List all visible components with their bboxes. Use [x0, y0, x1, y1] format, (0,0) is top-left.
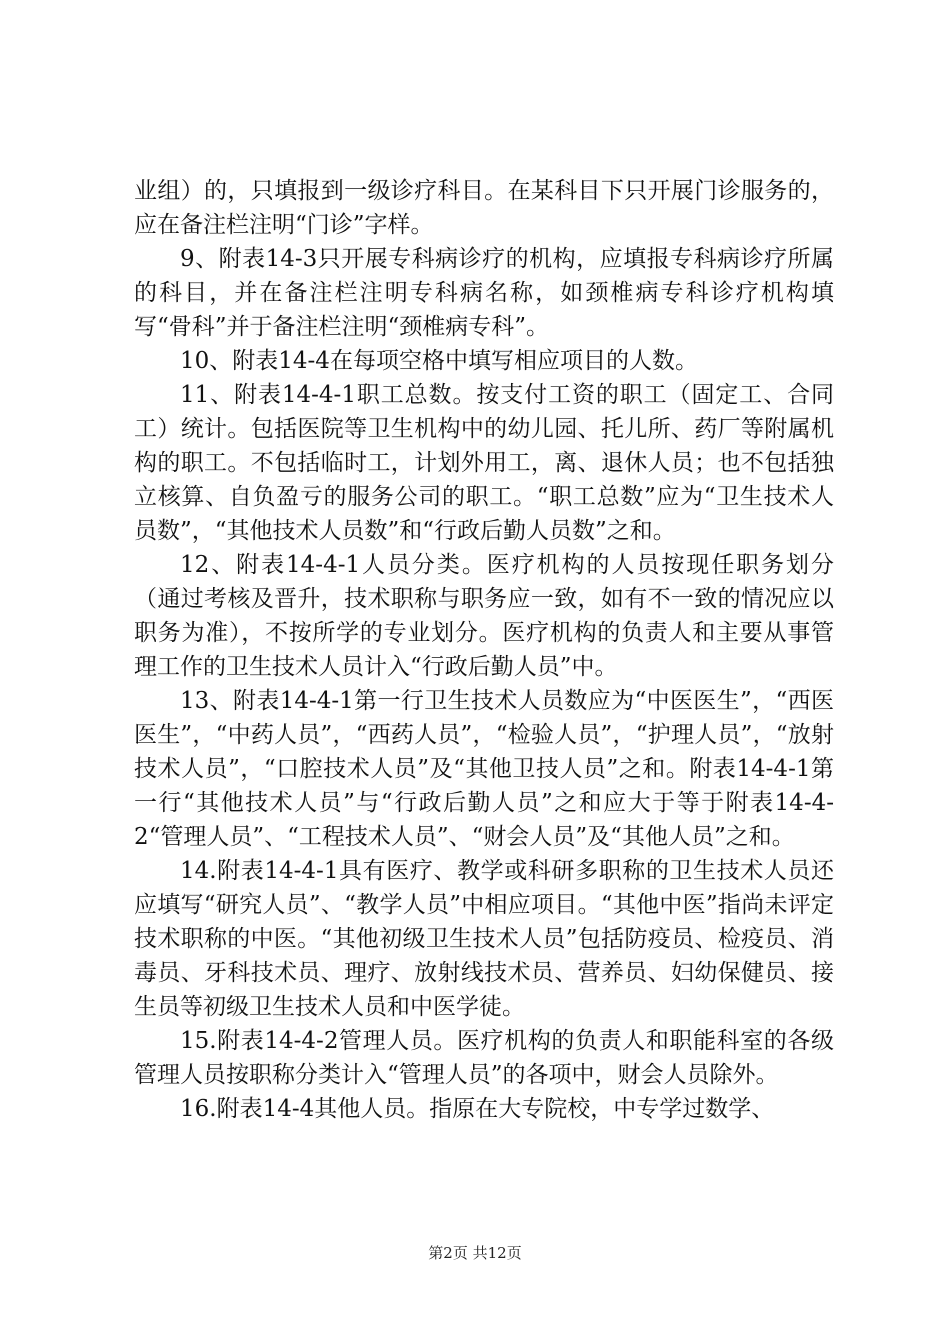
document-body [134, 174, 834, 1126]
paragraph-14: 14.附表14-4-1具有医疗、教学或科研多职称的卫生技术人员还应填写“研究人员”、“教学人员”中相应项目。“其他中医”指尚未评定技术职称的中医。“其他初级卫生技术人员”包括防疫员、检疫员、消毒员、牙科技术员、理疗、放射线技术员、营养员、妇幼保健员、接生员等初级卫生技术人员和中医学徒。 [134, 858, 834, 1020]
paragraph-16: 16.附表14-4其他人员。指原在大专院校，中专学过数学、 [180, 1096, 775, 1122]
paragraph-10: 10、附表14-4在每项空格中填写相应项目的人数。 [180, 348, 698, 374]
paragraph-13: 13、附表14-4-1第一行卫生技术人员数应为“中医医生”，“西医医生”，“中药人员”，“西药人员”，“检验人员”，“护理人员”，“放射技术人员”，“口腔技术人员”及“其他卫技人员”之和。附表14-4-1第一行“其他技术人员”与“行政后勤人员”之和应大于等于附表14-4-2“管理人员”、“工程技术人员”、“财会人员”及“其他人员”之和。 [134, 688, 834, 850]
paragraph-continued: 业组）的，只填报到一级诊疗科目。在某科目下只开展门诊服务的，应在备注栏注明“门诊”字样。 [134, 178, 834, 238]
paragraph-15: 15.附表14-4-2管理人员。医疗机构的负责人和职能科室的各级管理人员按职称分类计入“管理人员”的各项中，财会人员除外。 [134, 1028, 834, 1088]
paragraph-9: 9、附表14-3只开展专科病诊疗的机构，应填报专科病诊疗所属的科目，并在备注栏注明专科病名称，如颈椎病专科诊疗机构填写“骨科”并于备注栏注明“颈椎病专科”。 [134, 246, 834, 340]
paragraph-12: 12、附表14-4-1人员分类。医疗机构的人员按现任职务划分（通过考核及晋升，技术职称与职务应一致，如有不一致的情况应以职务为准），不按所学的专业划分。医疗机构的负责人和主要从事管理工作的卫生技术人员计入“行政后勤人员”中。 [134, 552, 834, 680]
page-footer [0, 1242, 950, 1263]
paragraph-11: 11、附表14-4-1职工总数。按支付工资的职工（固定工、合同工）统计。包括医院等卫生机构中的幼儿园、托儿所、药厂等附属机构的职工。不包括临时工，计划外用工，离、退休人员；也不包括独立核算、自负盈亏的服务公司的职工。“职工总数”应为“卫生技术人员数”，“其他技术人员数”和“行政后勤人员数”之和。 [134, 382, 834, 544]
page-number: 第2页 共12页 [428, 1244, 522, 1262]
